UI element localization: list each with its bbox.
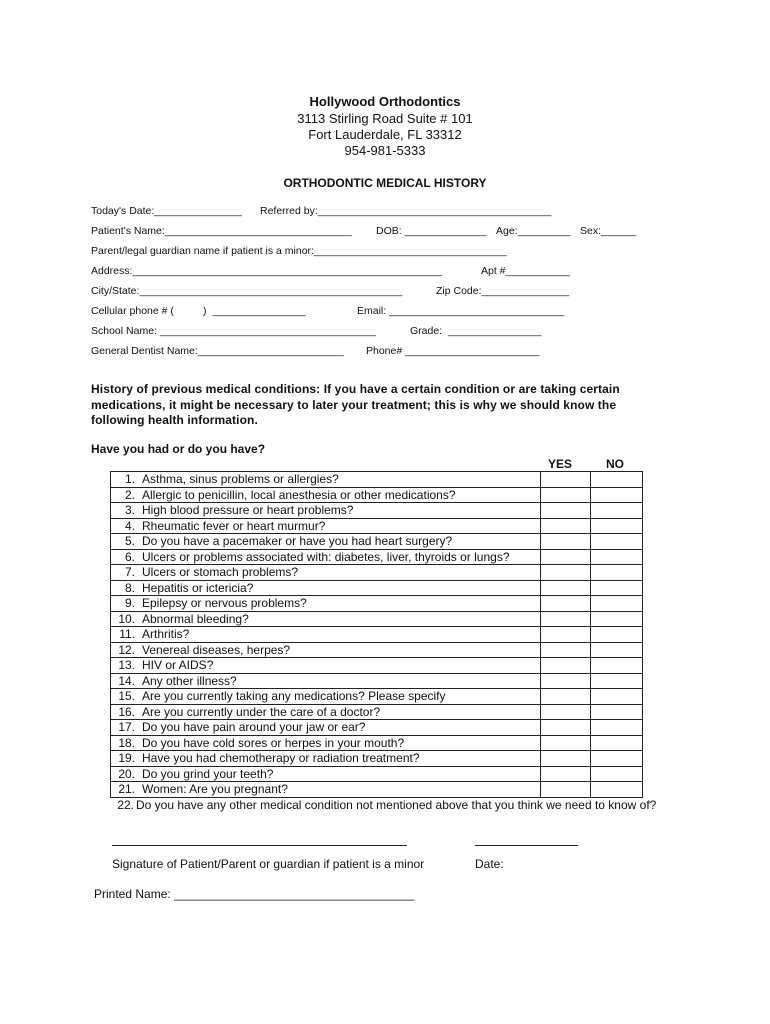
yes-checkbox-cell[interactable] [541, 704, 591, 720]
question-row [111, 689, 643, 705]
question-row [111, 596, 643, 612]
no-checkbox-cell[interactable] [591, 518, 643, 534]
question-number: 12. [111, 642, 141, 658]
question-text: Do you have a pacemaker or have you had heart surgery? [140, 534, 541, 550]
no-checkbox-cell[interactable] [591, 766, 643, 782]
yes-checkbox-cell[interactable] [541, 782, 591, 798]
questions-heading: Have you had or do you have? [91, 442, 266, 456]
no-checkbox-cell[interactable] [591, 472, 643, 488]
cell-phone-field[interactable]: Cellular phone # ( ) ________________ [91, 305, 306, 317]
question-text: HIV or AIDS? [140, 658, 541, 674]
question-text: Allergic to penicillin, local anesthesia or other medications? [140, 487, 541, 503]
no-checkbox-cell[interactable] [591, 782, 643, 798]
signature-line[interactable] [112, 845, 407, 846]
dob-field[interactable]: DOB: ______________ [376, 225, 487, 237]
address-field[interactable]: Address:_____________________________________________________ [91, 265, 442, 277]
apt-field[interactable]: Apt #___________ [481, 265, 570, 277]
question-text: Do you grind your teeth? [140, 766, 541, 782]
question-row [111, 549, 643, 565]
question-number: 20. [111, 766, 141, 782]
question-number: 11. [111, 627, 141, 643]
question-text: Are you currently under the care of a doctor? [140, 704, 541, 720]
question-text: Ulcers or stomach problems? [140, 565, 541, 581]
dentist-phone-field[interactable]: Phone# _______________________ [366, 345, 540, 357]
yes-checkbox-cell[interactable] [541, 751, 591, 767]
question-text: Do you have pain around your jaw or ear? [140, 720, 541, 736]
question-text: Rheumatic fever or heart murmur? [140, 518, 541, 534]
question-number: 1. [111, 472, 141, 488]
question-number: 10. [111, 611, 141, 627]
question-number: 13. [111, 658, 141, 674]
grade-field[interactable]: Grade: ________________ [410, 325, 542, 337]
city-state-field[interactable]: City/State:_____________________________________________ [91, 285, 403, 297]
yes-checkbox-cell[interactable] [541, 518, 591, 534]
yes-checkbox-cell[interactable] [541, 611, 591, 627]
address-line-1: 3113 Stirling Road Suite # 101 [297, 111, 473, 126]
yes-checkbox-cell[interactable] [541, 658, 591, 674]
no-checkbox-cell[interactable] [591, 611, 643, 627]
yes-checkbox-cell[interactable] [541, 580, 591, 596]
question-number: 3. [111, 503, 141, 519]
guardian-name-field[interactable]: Parent/legal guardian name if patient is a minor:_________________________________ [91, 245, 507, 257]
question-row [111, 735, 643, 751]
signature-label: Signature of Patient/Parent or guardian if patient is a minor [112, 857, 425, 871]
no-checkbox-cell[interactable] [591, 658, 643, 674]
question-row [111, 503, 643, 519]
question-number: 9. [111, 596, 141, 612]
question-row [111, 642, 643, 658]
yes-checkbox-cell[interactable] [541, 503, 591, 519]
question-number: 22. [117, 798, 134, 812]
question-text: Ulcers or problems associated with: diabetes, liver, thyroids or lungs? [140, 549, 541, 565]
todays-date-field[interactable]: Today's Date:_______________ [91, 205, 242, 217]
practice-phone: 954-981-5333 [344, 143, 426, 158]
no-checkbox-cell[interactable] [591, 565, 643, 581]
question-text: Have you had chemotherapy or radiation treatment? [140, 751, 541, 767]
yes-checkbox-cell[interactable] [541, 720, 591, 736]
question-number: 16. [111, 704, 141, 720]
question-row [111, 534, 643, 550]
question-number: 21. [111, 782, 141, 798]
zip-code-field[interactable]: Zip Code:_______________ [436, 285, 570, 297]
question-row [111, 565, 643, 581]
yes-checkbox-cell[interactable] [541, 642, 591, 658]
question-number: 19. [111, 751, 141, 767]
question-text: Any other illness? [140, 673, 541, 689]
no-checkbox-cell[interactable] [591, 596, 643, 612]
yes-checkbox-cell[interactable] [541, 627, 591, 643]
question-number: 15. [111, 689, 141, 705]
question-row [111, 487, 643, 503]
no-checkbox-cell[interactable] [591, 642, 643, 658]
question-row [111, 751, 643, 767]
yes-checkbox-cell[interactable] [541, 549, 591, 565]
question-row [111, 627, 643, 643]
yes-checkbox-cell[interactable] [541, 534, 591, 550]
question-number: 6. [111, 549, 141, 565]
question-number: 5. [111, 534, 141, 550]
practice-name: Hollywood Orthodontics [309, 94, 461, 109]
question-row [111, 720, 643, 736]
no-checkbox-cell[interactable] [591, 704, 643, 720]
question-number: 17. [111, 720, 141, 736]
no-checkbox-cell[interactable] [591, 673, 643, 689]
no-checkbox-cell[interactable] [591, 534, 643, 550]
question-row [111, 766, 643, 782]
question-number: 4. [111, 518, 141, 534]
question-row [111, 658, 643, 674]
question-number: 18. [111, 735, 141, 751]
form-title: ORTHODONTIC MEDICAL HISTORY [283, 176, 487, 190]
question-text: Hepatitis or ictericia? [140, 580, 541, 596]
address-line-2: Fort Lauderdale, FL 33312 [308, 127, 462, 142]
question-number: 14. [111, 673, 141, 689]
no-checkbox-cell[interactable] [591, 720, 643, 736]
printed-name-field[interactable]: Printed Name: ____________________________________ [94, 887, 415, 901]
medical-history-intro: History of previous medical conditions: If you have a certain condition or are taking certain medications, it might be necessary to later your treatment; this is why we should know the following health information. [91, 382, 620, 427]
email-field[interactable]: Email: ______________________________ [357, 305, 565, 317]
yes-checkbox-cell[interactable] [541, 565, 591, 581]
yes-checkbox-cell[interactable] [541, 673, 591, 689]
question-number: 2. [111, 487, 141, 503]
yes-checkbox-cell[interactable] [541, 487, 591, 503]
age-field[interactable]: Age:_________ [496, 225, 571, 237]
no-checkbox-cell[interactable] [591, 580, 643, 596]
question-text: Do you have any other medical condition not mentioned above that you think we need to know of? [136, 798, 657, 812]
yes-column-header: YES [548, 457, 573, 471]
patient-name-field[interactable]: Patient's Name:________________________________ [91, 225, 352, 237]
date-label: Date: [475, 857, 504, 871]
referred-by-field[interactable]: Referred by:________________________________________ [260, 205, 552, 217]
sex-field[interactable]: Sex:______ [580, 225, 637, 237]
question-text: Asthma, sinus problems or allergies? [140, 472, 541, 488]
question-text: Do you have cold sores or herpes in your mouth? [140, 735, 541, 751]
yes-checkbox-cell[interactable] [541, 766, 591, 782]
question-text: Women: Are you pregnant? [140, 782, 541, 798]
no-checkbox-cell[interactable] [591, 549, 643, 565]
no-checkbox-cell[interactable] [591, 735, 643, 751]
question-text: Abnormal bleeding? [140, 611, 541, 627]
date-line[interactable] [475, 845, 578, 846]
yes-checkbox-cell[interactable] [541, 472, 591, 488]
question-number: 8. [111, 580, 141, 596]
question-row [111, 611, 643, 627]
question-row [111, 580, 643, 596]
no-checkbox-cell[interactable] [591, 751, 643, 767]
yes-checkbox-cell[interactable] [541, 596, 591, 612]
no-checkbox-cell[interactable] [591, 689, 643, 705]
question-number: 7. [111, 565, 141, 581]
school-name-field[interactable]: School Name: _____________________________________ [91, 325, 376, 337]
question-row [111, 782, 643, 798]
question-text: Are you currently taking any medications? Please specify [140, 689, 541, 705]
question-text: Venereal diseases, herpes? [140, 642, 541, 658]
yes-checkbox-cell[interactable] [541, 689, 591, 705]
question-text: Epilepsy or nervous problems? [140, 596, 541, 612]
question-row [111, 518, 643, 534]
no-checkbox-cell[interactable] [591, 487, 643, 503]
no-checkbox-cell[interactable] [591, 627, 643, 643]
question-row [111, 673, 643, 689]
question-row [111, 472, 643, 488]
question-text: High blood pressure or heart problems? [140, 503, 541, 519]
questions-table [110, 471, 643, 798]
question-text: Arthritis? [140, 627, 541, 643]
no-column-header: NO [606, 457, 624, 471]
no-checkbox-cell[interactable] [591, 503, 643, 519]
general-dentist-field[interactable]: General Dentist Name:_________________________ [91, 345, 344, 357]
yes-checkbox-cell[interactable] [541, 735, 591, 751]
question-row [111, 704, 643, 720]
